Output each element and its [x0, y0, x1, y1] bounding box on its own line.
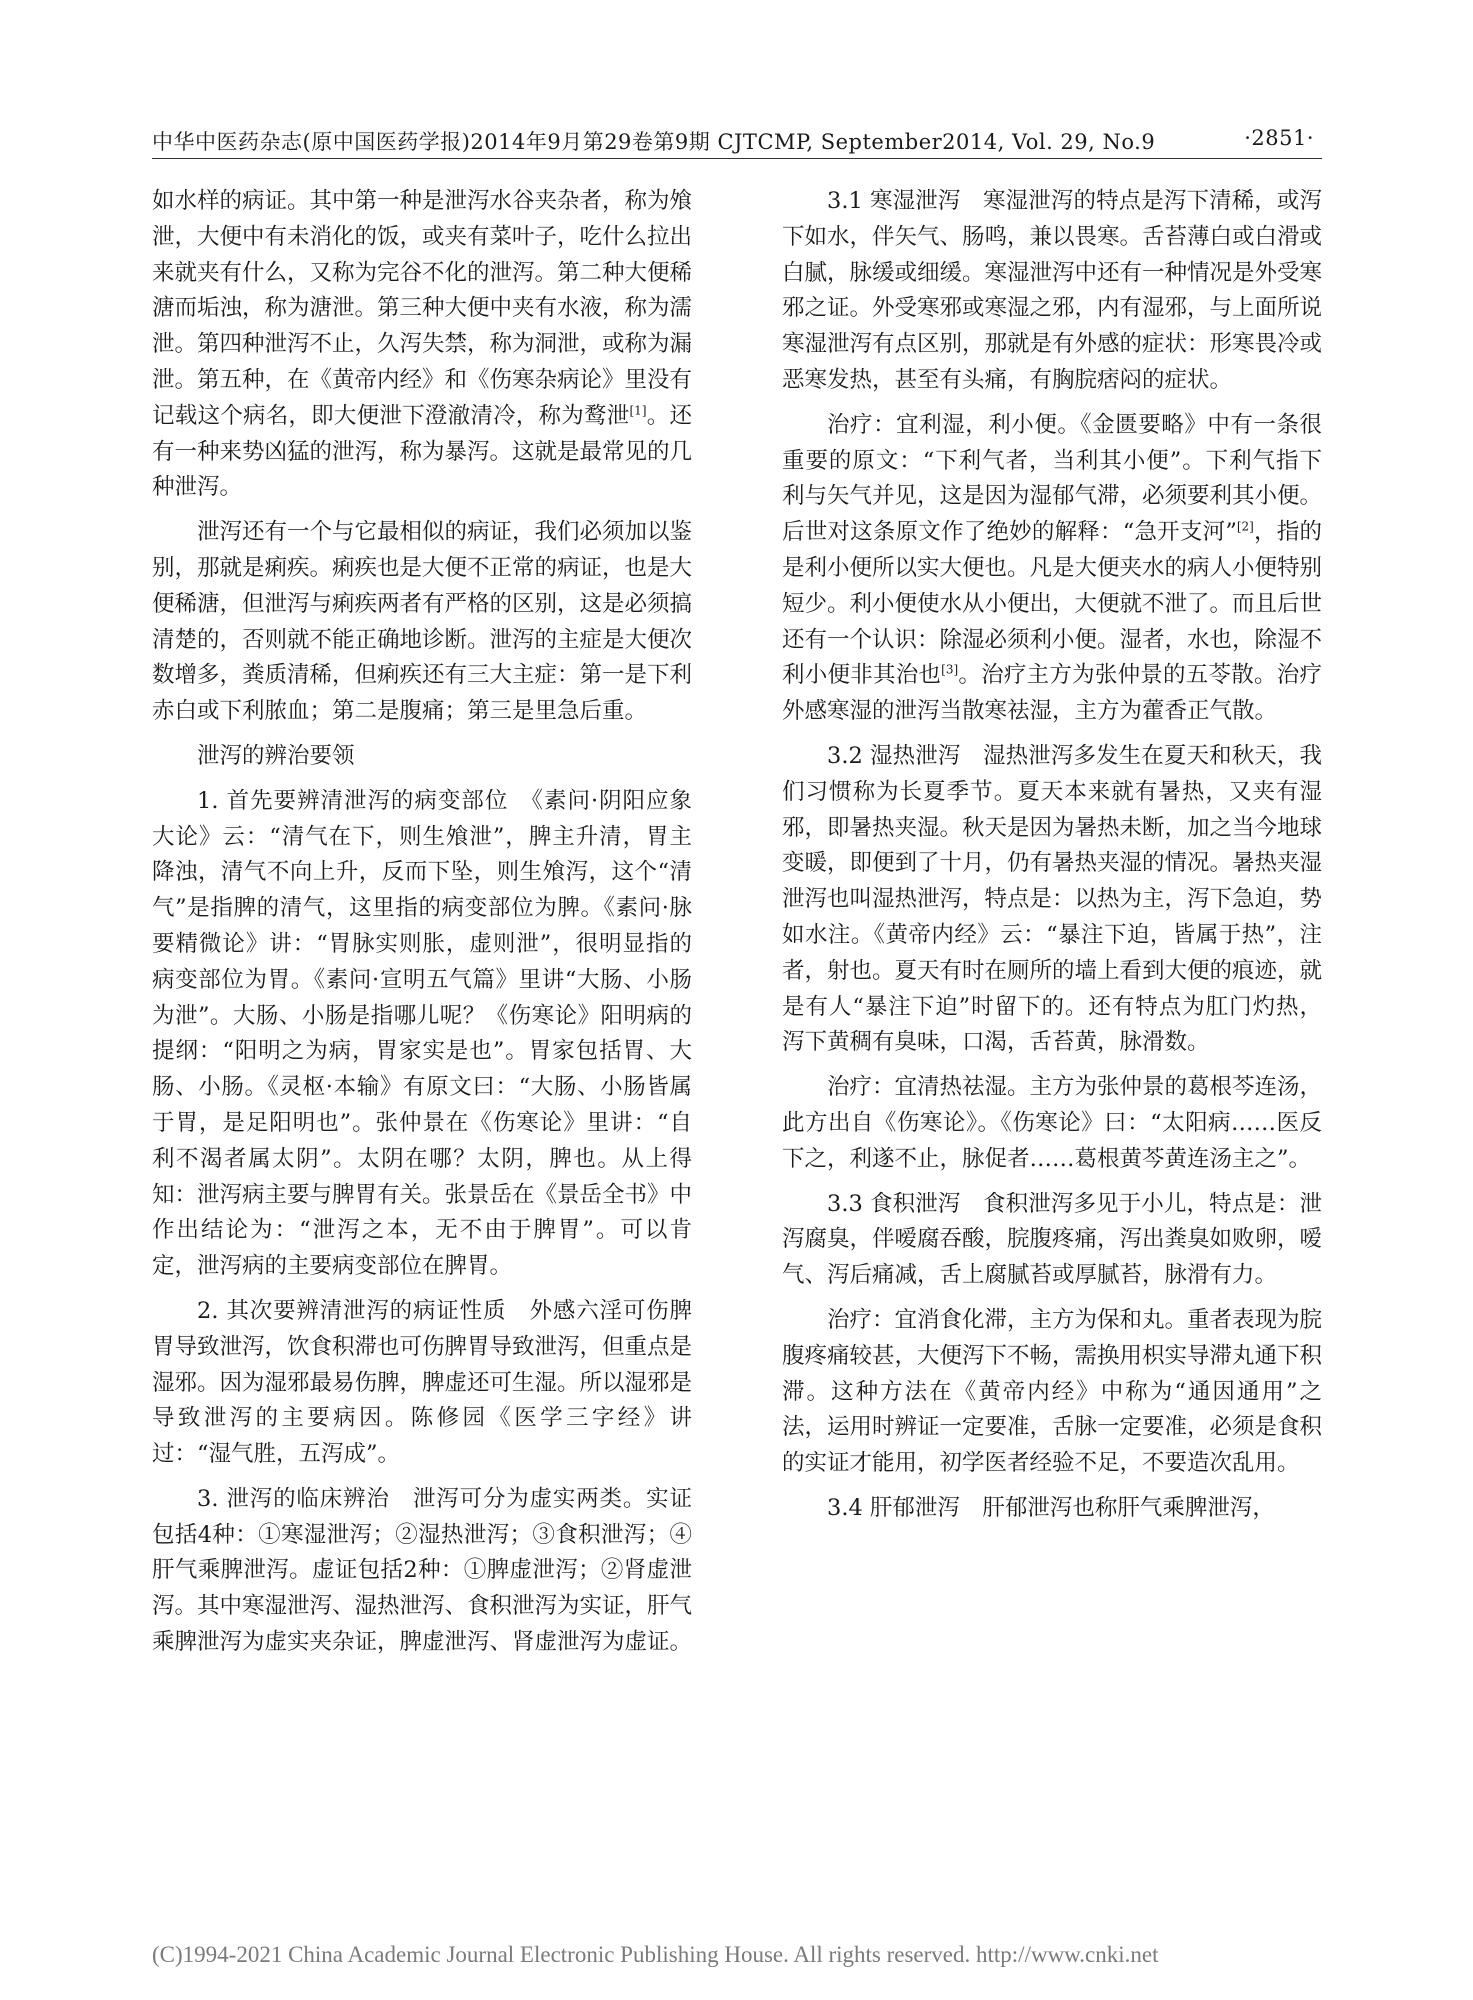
section-heading: 泄泻的辨治要领 — [197, 742, 355, 769]
paragraph: 泄泻还有一个与它最相似的病证，我们必须加以鉴别，那就是痢疾。痢疾也是大便不正常的病证，也是大便稀溏，但泄泻与痢疾两者有严格的区别，这是必须搞清楚的，否则就不能正确地诊断。泄泻的主症是大便次数增多，粪质清稀，但痢疾还有三大主症：第一是下利赤白或下利脓血；第二是腹痛；第三是里急后重。 — [152, 519, 693, 725]
paragraph: 治疗：宜清热祛湿。主方为张仲景的葛根芩连汤，此方出自《伤寒论》。《伤寒论》曰：“太阳病……医反下之，利遂不止，脉促者……葛根黄芩黄连汤主之”。 — [782, 1074, 1323, 1172]
subsection-paragraph: 3.4 肝郁泄泻 肝郁泄泻也称肝气乘脾泄泻， — [827, 1494, 1275, 1521]
page-number: ·2851· — [1244, 126, 1314, 150]
copyright-footer: (C)1994-2021 China Academic Journal Electronic Publishing House. All rights reserved. http://www.cnki.net — [152, 1942, 1159, 1967]
subsection-paragraph: 3.2 湿热泄泻 湿热泄泻多发生在夏天和秋天，我们习惯称为长夏季节。夏天本来就有暑热，又夹有湿邪，即暑热夹湿。秋天是因为暑热未断，加之当今地球变暖，即便到了十月，仍有暑热夹湿的情况。暑热夹湿泄泻也叫湿热泄泻，特点是：以热为主，泻下急迫，势如水注。《黄帝内经》云：“暴注下迫，皆属于热”，注者，射也。夏天有时在厕所的墙上看到大便的痕迹，就是有人“暴注下迫”时留下的。还有特点为肛门灼热，泻下黄稠有臭味，口渴，舌苔黄，脉滑数。 — [782, 742, 1323, 1056]
citation-ref[interactable]: [2] — [1236, 519, 1254, 534]
left-column — [152, 184, 692, 1661]
paragraph: 3. 泄泻的临床辨治 泄泻可分为虚实两类。实证包括4种：①寒湿泄泻；②湿热泄泻；③食积泄泻；④肝气乘脾泄泻。虚证包括2种：①脾虚泄泻；②肾虚泄泻。其中寒湿泄泻、湿热泄泻、食积泄泻为实证，肝气乘脾泄泻为虚实夹杂证，脾虚泄泻、肾虚泄泻为虚证。 — [152, 1485, 693, 1656]
paragraph: 1. 首先要辨清泄泻的病变部位 《素问·阴阳应象大论》云：“清气在下，则生飧泄”，脾主升清，胃主降浊，清气不向上升，反而下坠，则生飧泻，这个“清气”是指脾的清气，这里指的病变部位为脾。《素问·脉要精微论》讲：“胃脉实则胀，虚则泄”，很明显指的病变部位为胃。《素问·宣明五气篇》里讲“大肠、小肠为泄”。大肠、小肠是指哪儿呢？《伤寒论》阳明病的提纲：“阳明之为病，胃家实是也”。胃家包括胃、大肠、小肠。《灵枢·本输》有原文曰：“大肠、小肠皆属于胃，是足阳明也”。张仲景在《伤寒论》里讲：“自利不渴者属太阴”。太阴在哪？太阴，脾也。从上得知：泄泻病主要与脾胃有关。张景岳在《景岳全书》中作出结论为：“泄泻之本，无不由于脾胃”。可以肯定，泄泻病的主要病变部位在脾胃。 — [152, 787, 693, 1280]
paragraph: 治疗：宜利湿，利小便。《金匮要略》中有一条很重要的原文：“下利气者，当利其小便”。下利气指下利与矢气并见，这是因为湿郁气滞，必须要利其小便。后世对这条原文作了绝妙的解释：“急开支河”[2]，指的是利小便所以实大便也。凡是大便夹水的病人小便特别短少。利小便使水从小便出，大便就不泄了。而且后世还有一个认识：除湿必须利小便。湿者，水也，除湿不利小便非其治也[3]。治疗主方为张仲景的五苓散。治疗外感寒湿的泄泻当散寒祛湿，主方为藿香正气散。 — [782, 411, 1323, 725]
citation-ref[interactable]: [1] — [629, 403, 647, 418]
citation-ref[interactable]: [3] — [941, 662, 959, 677]
paragraph: 治疗：宜消食化滞，主方为保和丸。重者表现为脘腹疼痛较甚，大便泻下不畅，需换用枳实导滞丸通下积滞。这种方法在《黄帝内经》中称为“通因通用”之法，运用时辨证一定要准，舌脉一定要准，必须是食积的实证才能用，初学医者经验不足，不要造次乱用。 — [782, 1306, 1323, 1477]
subsection-paragraph: 3.3 食积泄泻 食积泄泻多见于小儿，特点是：泄泻腐臭，伴嗳腐吞酸，脘腹疼痛，泻出粪臭如败卵，嗳气、泻后痛减，舌上腐腻苔或厚腻苔，脉滑有力。 — [782, 1190, 1323, 1289]
subsection-paragraph: 3.1 寒湿泄泻 寒湿泄泻的特点是泻下清稀，或泻下如水，伴矢气、肠鸣，兼以畏寒。舌苔薄白或白滑或白腻，脉缓或细缓。寒湿泄泻中还有一种情况是外受寒邪之证。外受寒邪或寒湿之邪，内有湿邪，与上面所说寒湿泄泻有点区别，那就是有外感的症状：形寒畏冷或恶寒发热，甚至有头痛，有胸脘痞闷的症状。 — [782, 188, 1323, 393]
journal-citation: 中华中医药杂志(原中国医药学报)2014年9月第29卷第9期 CJTCMP, September2014, Vol. 29, No.9 — [152, 130, 1156, 154]
paragraph: 2. 其次要辨清泄泻的病证性质 外感六淫可伤脾胃导致泄泻，饮食积滞也可伤脾胃导致泄泻，但重点是湿邪。因为湿邪最易伤脾，脾虚还可生湿。所以湿邪是导致泄泻的主要病因。陈修园《医学三字经》讲过：“湿气胜，五泻成”。 — [152, 1297, 693, 1468]
running-header — [152, 124, 1322, 159]
right-column — [782, 184, 1322, 1527]
paragraph: 如水样的病证。其中第一种是泄泻水谷夹杂者，称为飧泄，大便中有未消化的饭，或夹有菜叶子，吃什么拉出来就夹有什么，又称为完谷不化的泄泻。第二种大便稀溏而垢浊，称为溏泄。第三种大便中夹有水液，称为濡泄。第四种泄泻不止，久泻失禁，称为洞泄，或称为漏泄。第五种，在《黄帝内经》和《伤寒杂病论》里没有记载这个病名，即大便泄下澄澈清冷，称为鹜泄[1]。还有一种来势凶猛的泄泻，称为暴泻。这就是最常见的几种泄泻。 — [152, 188, 693, 501]
